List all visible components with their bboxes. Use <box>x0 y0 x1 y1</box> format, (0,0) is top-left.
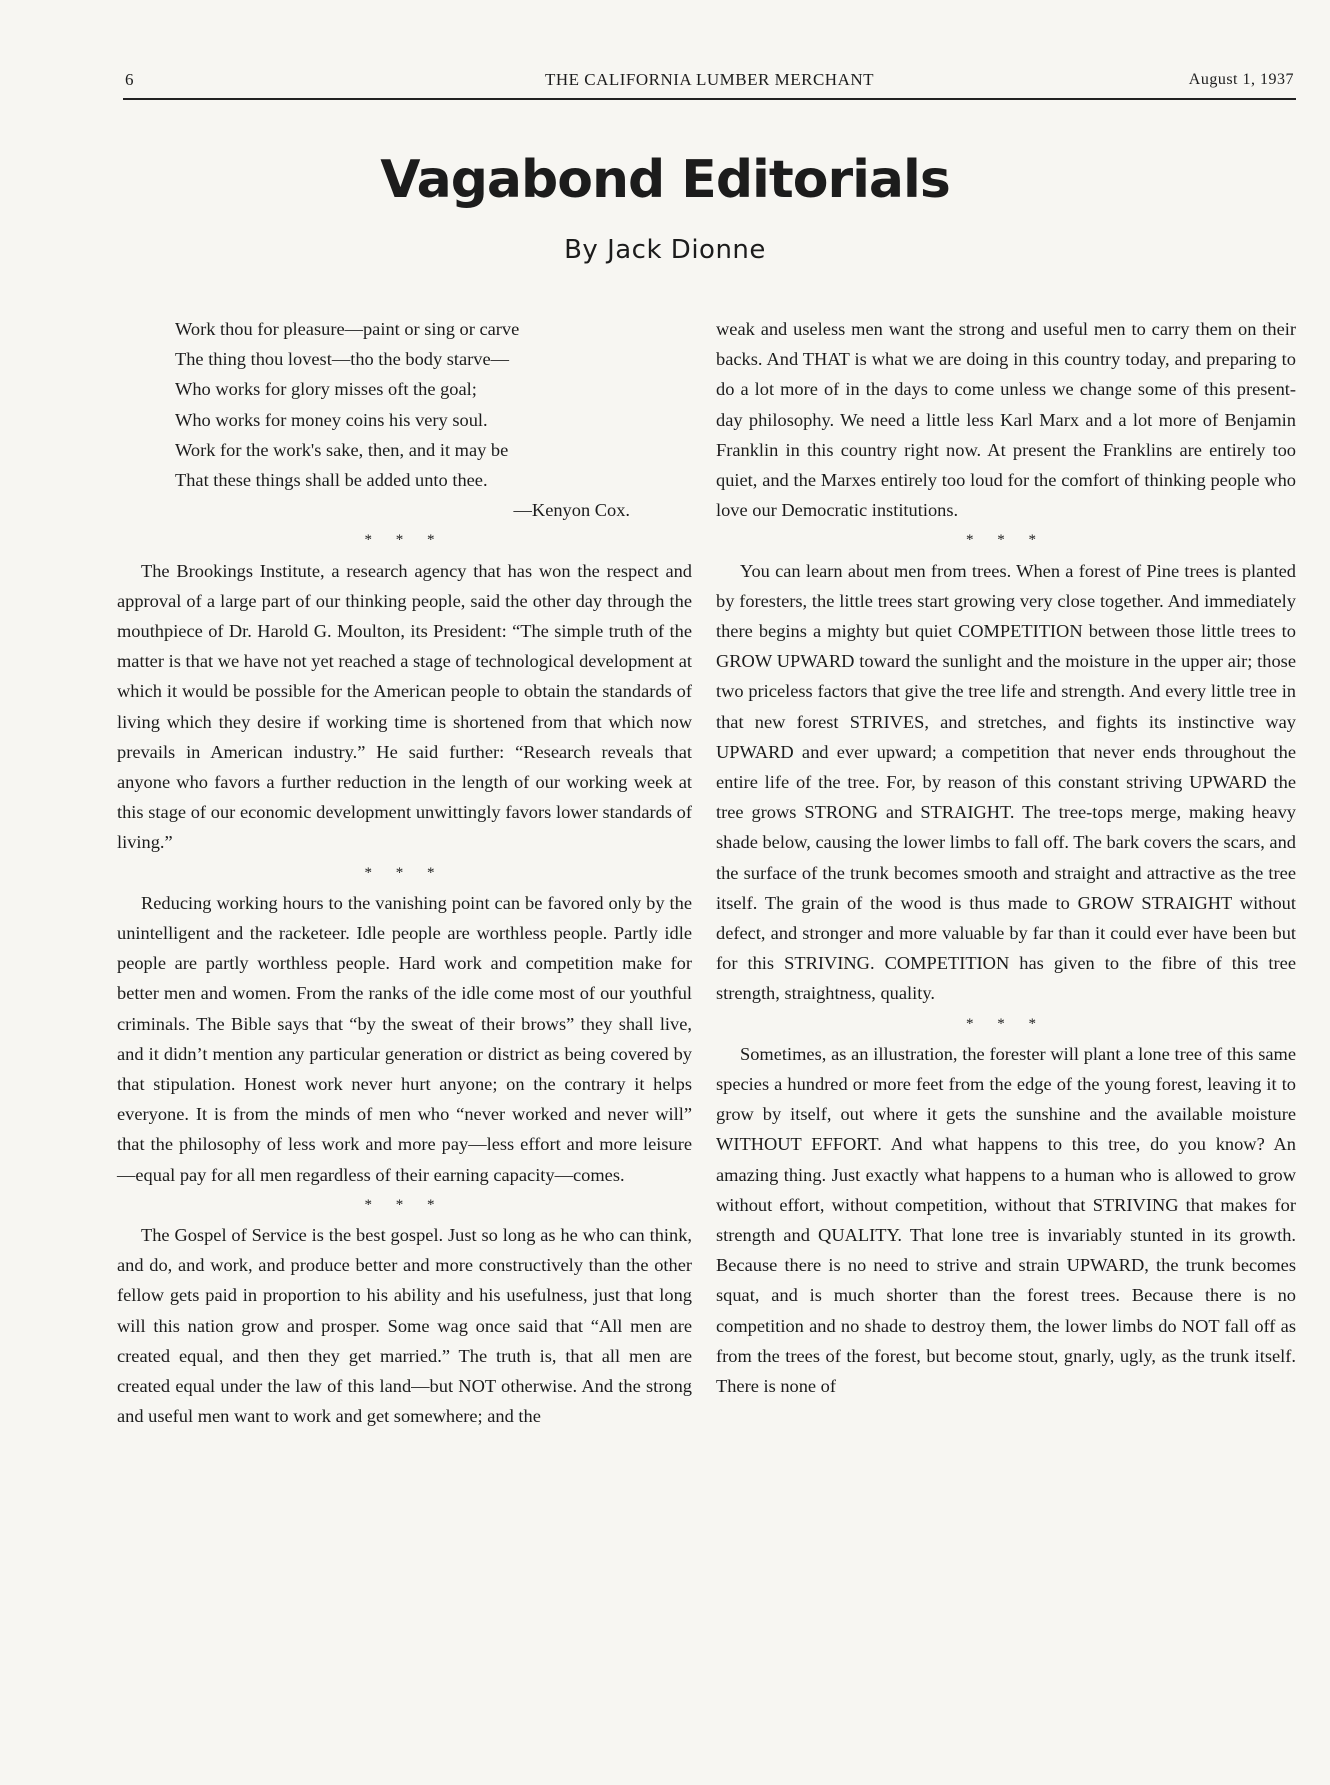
paragraph-continued: weak and useless men want the strong and useful men to carry them on their backs. And THAT is what we are doing in this country today, and preparing to do a lot more of in the days to come unless we change some of this present-day philosophy. We need a little less Karl Marx and a lot more of Benjamin Franklin in this country right now. At present the Franklins are entirely too quiet, and the Marxes entirely too loud for the comfort of thinking people who love our Democratic institutions. <box>716 319 1296 521</box>
page-number: 6 <box>125 70 134 89</box>
poem-attribution: —Kenyon Cox. <box>513 500 630 521</box>
paragraph-trees: You can learn about men from trees. When a forest of Pine trees is planted by foresters, the little trees start growing very close together. And immediately there begins a mighty but quiet COMPETITION between those little trees to GROW UPWARD toward the sunlight and the moisture in the upper air; those two priceless factors that give the tree life and strength. And every little tree in that new forest STRIVES, and stretches, and fights its instinctive way UPWARD and ever upward; a competition that never ends throughout the entire life of the tree. For, by reason of this constant striving UPWARD the tree grows STRONG and STRAIGHT. The tree-tops merge, making heavy shade below, causing the lower limbs to fall off. The bark covers the scars, and the surface of the trunk becomes smooth and straight and attractive as the tree itself. The grain of the wood is thus made to GROW STRAIGHT without defect, and stronger and more valuable by far than it could ever have been but for this STRIVING. COMPETITION has given to the fibre of this tree strength, straightness, quality. <box>716 560 1296 1004</box>
running-header <box>123 68 1296 100</box>
poem <box>175 314 692 525</box>
poem-line: Who works for money coins his very soul. <box>175 409 488 430</box>
article-byline: By Jack Dionne <box>564 235 766 265</box>
poem-line: Who works for glory misses oft the goal; <box>175 379 477 400</box>
poem-line: Work for the work's sake, then, and it may be <box>175 439 509 460</box>
section-separator: * * * <box>364 1196 445 1213</box>
section-separator: * * * <box>364 532 445 549</box>
poem-line: Work thou for pleasure—paint or sing or carve <box>175 319 520 339</box>
paragraph-brookings: The Brookings Institute, a research agency that has won the respect and approval of a large part of our thinking people, said the other day through the mouthpiece of Dr. Harold G. Moulton, its President: “The simple truth of the matter is that we have not yet reached a stage of technological development at which it would be possible for the American people to obtain the standards of living which they desire if working time is shortened from that which now prevails in American industry.” He said further: “Research reveals that anyone who favors a further reduction in the length of our working week at this stage of our economic development unwittingly favors lower standards of living.” <box>117 560 692 853</box>
issue-date: August 1, 1937 <box>1188 71 1294 88</box>
paragraph-lone-tree: Sometimes, as an illustration, the forester will plant a lone tree of this same species a hundred or more feet from the edge of the young forest, leaving it to grow by itself, out where it gets the sunshine and the available moisture WITHOUT EFFORT. And what happens to this tree, do you know? An amazing thing. Just exactly what happens to a human who is allowed to grow without effort, without competition, without that STRIVING that makes for strength and QUALITY. That lone tree is invariably stunted in its growth. Because there is no need to strive and strain UPWARD, the trunk becomes squat, and is much shorter than the forest trees. Because there is no competition and no shade to destroy them, the lower limbs do NOT fall off as from the trees of the forest, but become stout, gnarly, ugly, as the trunk itself. There is none of <box>716 1043 1296 1397</box>
section-separator: * * * <box>966 532 1046 549</box>
section-separator: * * * <box>364 864 445 881</box>
poem-line: The thing thou lovest—tho the body starve— <box>175 349 510 370</box>
publication-name: THE CALIFORNIA LUMBER MERCHANT <box>544 70 875 89</box>
right-column <box>716 314 1296 1401</box>
paragraph-gospel-of-service: The Gospel of Service is the best gospel. Just so long as he who can think, and do, and work, and produce better and more constructively than the other fellow gets paid in proportion to his ability and his usefulness, just that long will this nation grow and prosper. Some wag once said that “All men are created equal, and then they get married.” The truth is, that all men are created equal under the law of this land—but NOT otherwise. And the strong and useful men want to work and get somewhere; and the <box>117 1225 692 1427</box>
paragraph-working-hours: Reducing working hours to the vanishing point can be favored only by the unintelligent and the racketeer. Idle people are worthless people. Partly idle people are partly worthless people. Hard work and competition make for better men and women. From the ranks of the idle come most of our youthful criminals. The Bible says that “by the sweat of their brows” they shall live, and it didn’t mention any particular generation or district as being covered by that stipulation. Honest work never hurt anyone; on the contrary it helps everyone. It is from the minds of men who “never worked and never will” that the philosophy of less work and more pay—less effort and more leisure—equal pay for all men regardless of their earning capacity—comes. <box>117 892 692 1185</box>
poem-line: That these things shall be added unto thee. <box>175 470 488 491</box>
left-column <box>117 314 692 1431</box>
article-title: Vagabond Editorials <box>380 150 950 210</box>
section-separator: * * * <box>966 1015 1046 1032</box>
